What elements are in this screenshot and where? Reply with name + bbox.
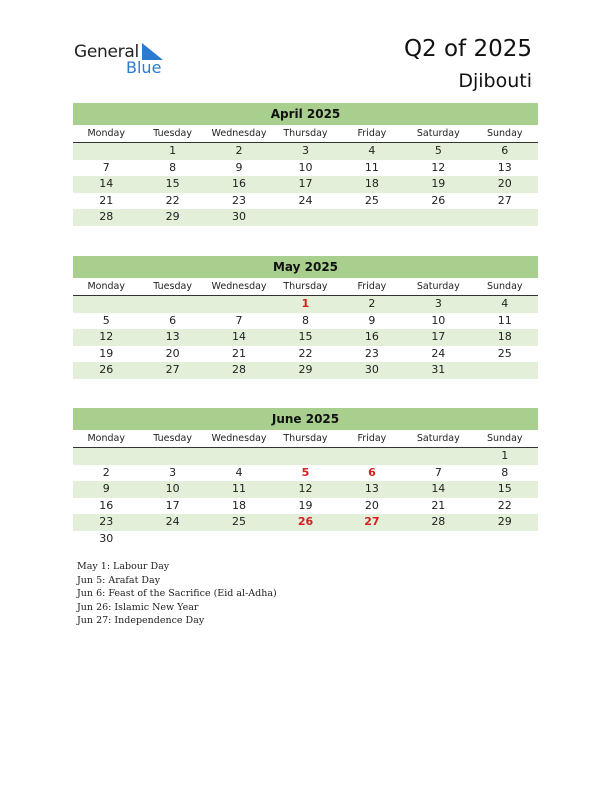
day-cell: 1 bbox=[169, 144, 177, 157]
day-cell: 27 bbox=[364, 515, 380, 528]
day-cell: 3 bbox=[301, 144, 309, 157]
day-cell: 6 bbox=[368, 465, 376, 479]
week-row bbox=[73, 448, 538, 465]
month-june bbox=[73, 408, 538, 547]
weekday-label: Saturday bbox=[416, 281, 460, 292]
day-cell: 3 bbox=[169, 465, 177, 479]
day-cell: 14 bbox=[99, 177, 114, 190]
day-cell: 9 bbox=[235, 160, 243, 174]
day-cell: 27 bbox=[497, 193, 512, 207]
day-cell: 6 bbox=[501, 144, 509, 157]
day-cell: 18 bbox=[497, 330, 512, 343]
day-cell: 30 bbox=[364, 363, 379, 376]
day-cell: 2 bbox=[102, 465, 110, 479]
day-cell: 17 bbox=[298, 177, 313, 190]
day-cell: 21 bbox=[232, 346, 247, 360]
day-cell: 22 bbox=[497, 498, 512, 512]
week-row bbox=[73, 296, 538, 313]
day-cell: 15 bbox=[497, 482, 512, 495]
week-row bbox=[73, 498, 538, 515]
week-row bbox=[73, 465, 538, 482]
empty-day-cell bbox=[405, 209, 471, 226]
day-cell: 29 bbox=[165, 210, 180, 223]
logo-general-text: General bbox=[74, 42, 139, 62]
day-cell: 29 bbox=[497, 515, 512, 528]
weekday-label: Thursday bbox=[283, 128, 328, 139]
empty-day-cell bbox=[73, 296, 139, 313]
weekday-label: Sunday bbox=[486, 281, 523, 292]
week-row bbox=[73, 481, 538, 498]
weekday-label: Wednesday bbox=[211, 433, 267, 444]
day-cell: 12 bbox=[298, 482, 313, 495]
day-cell: 2 bbox=[368, 297, 376, 310]
day-cell: 17 bbox=[165, 498, 180, 512]
weekday-label: Friday bbox=[357, 281, 387, 292]
day-cell: 8 bbox=[501, 465, 509, 479]
week-row bbox=[73, 209, 538, 226]
day-cell: 26 bbox=[297, 515, 314, 528]
day-cell: 1 bbox=[301, 297, 310, 310]
empty-day-cell bbox=[73, 448, 139, 465]
month-may bbox=[73, 256, 538, 379]
day-cell: 23 bbox=[99, 515, 114, 528]
day-cell: 14 bbox=[431, 482, 446, 495]
weekday-label: Monday bbox=[87, 281, 125, 292]
empty-day-cell bbox=[472, 362, 538, 379]
day-cell: 5 bbox=[301, 465, 310, 479]
day-cell: 21 bbox=[99, 193, 114, 207]
month-weeks bbox=[73, 143, 538, 226]
logo-blue-text: Blue bbox=[126, 58, 162, 77]
brand-logo bbox=[74, 42, 174, 78]
empty-day-cell bbox=[206, 448, 272, 465]
day-cell: 24 bbox=[298, 193, 313, 207]
day-cell: 28 bbox=[232, 363, 247, 376]
day-cell: 10 bbox=[431, 313, 446, 327]
weekday-label: Tuesday bbox=[153, 281, 192, 292]
week-row bbox=[73, 143, 538, 160]
day-cell: 6 bbox=[169, 313, 177, 327]
month-title: April 2025 bbox=[73, 103, 538, 125]
day-cell: 4 bbox=[501, 297, 509, 310]
empty-day-cell bbox=[139, 296, 205, 313]
day-cell: 9 bbox=[368, 313, 376, 327]
day-cell: 3 bbox=[434, 297, 442, 310]
weekday-label: Sunday bbox=[486, 128, 523, 139]
empty-day-cell bbox=[472, 531, 538, 548]
empty-day-cell bbox=[339, 531, 405, 548]
week-row bbox=[73, 313, 538, 330]
day-cell: 25 bbox=[232, 515, 247, 528]
day-cell: 10 bbox=[298, 160, 313, 174]
day-cell: 26 bbox=[431, 193, 446, 207]
day-cell: 18 bbox=[232, 498, 247, 512]
holiday-note: Jun 5: Arafat Day bbox=[77, 574, 161, 586]
day-cell: 13 bbox=[364, 482, 379, 495]
holiday-notes bbox=[77, 560, 277, 628]
day-cell: 8 bbox=[301, 313, 309, 327]
day-cell: 11 bbox=[497, 313, 512, 327]
day-cell: 12 bbox=[431, 160, 446, 174]
empty-day-cell bbox=[472, 209, 538, 226]
day-cell: 20 bbox=[165, 346, 180, 360]
day-cell: 26 bbox=[99, 363, 114, 376]
week-row bbox=[73, 514, 538, 531]
day-cell: 15 bbox=[165, 177, 180, 190]
weekday-label: Wednesday bbox=[211, 128, 267, 139]
weekday-label: Monday bbox=[87, 128, 125, 139]
day-cell: 12 bbox=[99, 330, 114, 343]
holiday-note: Jun 27: Independence Day bbox=[77, 615, 205, 627]
holiday-note: Jun 26: Islamic New Year bbox=[77, 601, 199, 613]
day-cell: 30 bbox=[99, 531, 114, 545]
day-cell: 30 bbox=[232, 210, 247, 223]
empty-day-cell bbox=[206, 531, 272, 548]
weekday-label: Friday bbox=[357, 433, 387, 444]
week-row bbox=[73, 362, 538, 379]
day-cell: 24 bbox=[431, 346, 446, 360]
day-cell: 22 bbox=[165, 193, 180, 207]
month-april bbox=[73, 103, 538, 226]
weekday-header-row bbox=[73, 125, 538, 143]
weekday-header-row bbox=[73, 278, 538, 296]
day-cell: 8 bbox=[169, 160, 177, 174]
day-cell: 4 bbox=[368, 144, 376, 157]
empty-day-cell bbox=[272, 448, 338, 465]
empty-day-cell bbox=[405, 531, 471, 548]
day-cell: 1 bbox=[501, 449, 509, 462]
day-cell: 25 bbox=[497, 346, 512, 360]
day-cell: 16 bbox=[364, 330, 379, 343]
day-cell: 15 bbox=[298, 330, 313, 343]
day-cell: 23 bbox=[364, 346, 379, 360]
empty-day-cell bbox=[73, 143, 139, 160]
weekday-label: Thursday bbox=[283, 281, 328, 292]
month-title: June 2025 bbox=[73, 408, 538, 430]
country-name: Djibouti bbox=[458, 70, 532, 92]
day-cell: 10 bbox=[165, 482, 180, 495]
weekday-label: Tuesday bbox=[153, 433, 192, 444]
weekday-header-row bbox=[73, 430, 538, 448]
day-cell: 11 bbox=[364, 160, 379, 174]
weekday-label: Friday bbox=[357, 128, 387, 139]
day-cell: 20 bbox=[497, 177, 512, 190]
day-cell: 29 bbox=[298, 363, 313, 376]
empty-day-cell bbox=[206, 296, 272, 313]
day-cell: 16 bbox=[232, 177, 247, 190]
day-cell: 19 bbox=[99, 346, 114, 360]
month-title: May 2025 bbox=[73, 256, 538, 278]
week-row bbox=[73, 160, 538, 177]
week-row bbox=[73, 329, 538, 346]
weekday-label: Saturday bbox=[416, 433, 460, 444]
day-cell: 27 bbox=[165, 363, 180, 376]
weekday-label: Saturday bbox=[416, 128, 460, 139]
day-cell: 9 bbox=[102, 482, 110, 495]
week-row bbox=[73, 176, 538, 193]
weekday-label: Wednesday bbox=[211, 281, 267, 292]
day-cell: 16 bbox=[99, 498, 114, 512]
day-cell: 7 bbox=[235, 313, 243, 327]
week-row bbox=[73, 346, 538, 363]
weekday-label: Monday bbox=[87, 433, 125, 444]
day-cell: 17 bbox=[431, 330, 446, 343]
empty-day-cell bbox=[339, 448, 405, 465]
day-cell: 11 bbox=[232, 482, 247, 495]
day-cell: 24 bbox=[165, 515, 180, 528]
month-weeks bbox=[73, 296, 538, 379]
holiday-note: May 1: Labour Day bbox=[77, 561, 170, 572]
empty-day-cell bbox=[339, 209, 405, 226]
day-cell: 4 bbox=[235, 465, 243, 479]
weekday-label: Sunday bbox=[486, 433, 523, 444]
empty-day-cell bbox=[139, 531, 205, 548]
page-title: Q2 of 2025 bbox=[403, 36, 532, 62]
week-row bbox=[73, 193, 538, 210]
month-weeks bbox=[73, 448, 538, 547]
day-cell: 22 bbox=[298, 346, 313, 360]
day-cell: 7 bbox=[102, 160, 110, 174]
week-row bbox=[73, 531, 538, 548]
empty-day-cell bbox=[272, 531, 338, 548]
day-cell: 5 bbox=[102, 313, 110, 327]
empty-day-cell bbox=[405, 448, 471, 465]
holiday-note: Jun 6: Feast of the Sacrifice (Eid al-Adha) bbox=[77, 588, 277, 600]
day-cell: 28 bbox=[431, 515, 446, 528]
day-cell: 25 bbox=[364, 193, 379, 207]
day-cell: 20 bbox=[364, 498, 379, 512]
empty-day-cell bbox=[272, 209, 338, 226]
day-cell: 2 bbox=[235, 144, 243, 157]
day-cell: 7 bbox=[434, 465, 442, 479]
weekday-label: Thursday bbox=[283, 433, 328, 444]
weekday-label: Tuesday bbox=[153, 128, 192, 139]
day-cell: 31 bbox=[431, 363, 446, 376]
day-cell: 19 bbox=[298, 498, 313, 512]
empty-day-cell bbox=[139, 448, 205, 465]
day-cell: 19 bbox=[431, 177, 446, 190]
day-cell: 5 bbox=[434, 144, 442, 157]
day-cell: 13 bbox=[497, 160, 512, 174]
day-cell: 21 bbox=[431, 498, 446, 512]
day-cell: 28 bbox=[99, 210, 114, 223]
day-cell: 23 bbox=[232, 193, 247, 207]
day-cell: 13 bbox=[165, 330, 180, 343]
day-cell: 18 bbox=[364, 177, 379, 190]
day-cell: 14 bbox=[232, 330, 247, 343]
